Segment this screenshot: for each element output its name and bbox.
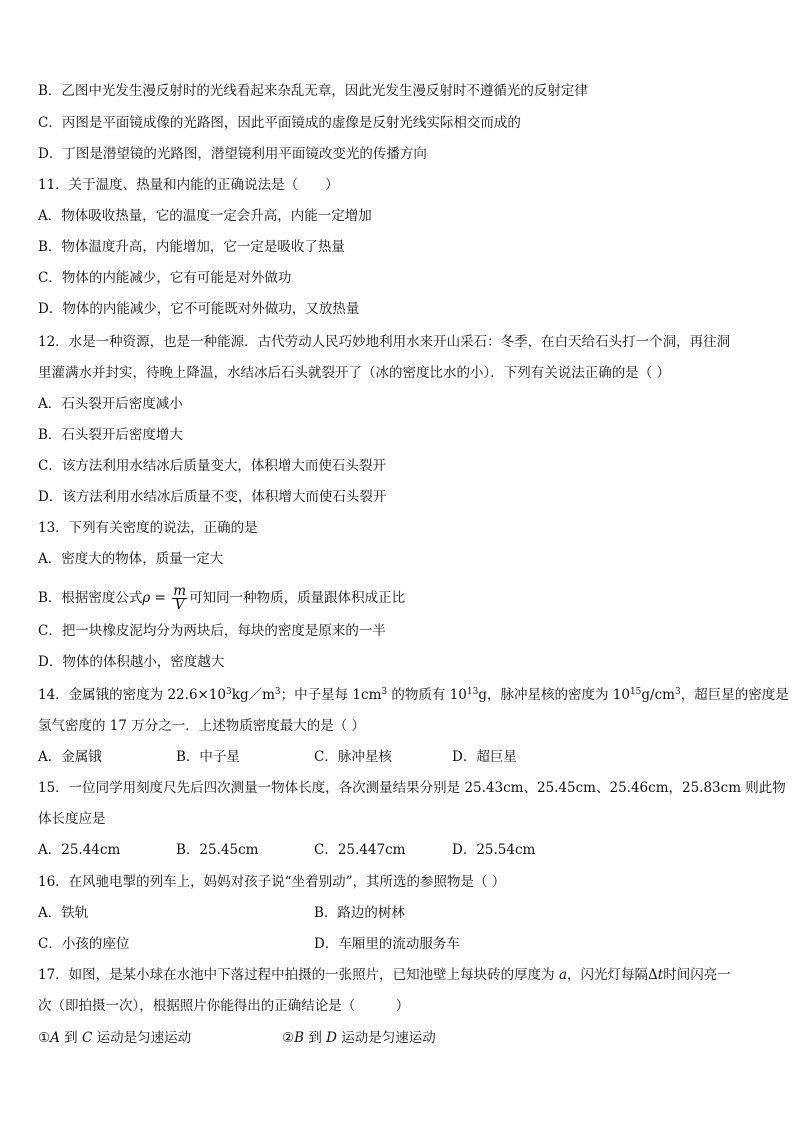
q14-sup-1: 3 <box>226 687 232 697</box>
q17-conclusion-1 <box>38 1029 191 1047</box>
q14-sup-6: 3 <box>674 687 681 697</box>
q14-sup-2: 3 <box>274 687 281 697</box>
fraction-denominator: V <box>174 597 185 613</box>
q12-option-a: A．石头裂开后密度减小 <box>38 396 183 412</box>
q10-option-c: C．丙图是平面镜成像的光路图，因此平面镜成的虚像是反射光线实际相交而成的 <box>38 115 521 131</box>
q14-stem-line1 <box>38 686 789 704</box>
q16-stem: 16．在风驰电掣的列车上，妈妈对孩子说“坐着别动”，其所选的参照物是（ ） <box>38 874 506 890</box>
q14-text-2: kg／m <box>231 687 275 703</box>
density-symbol: ρ <box>142 590 151 606</box>
q17-c2-to: 到 <box>304 1030 327 1046</box>
point-b: B <box>294 1030 305 1046</box>
q14-text-7: ，超巨星的密度是 <box>680 687 789 703</box>
q12-stem-line1: 12．水是一种资源，也是一种能源．古代劳动人民巧妙地利用水来开山采石：冬季，在白天给石头打一个洞，再往洞 <box>38 334 731 350</box>
q13-option-b <box>38 584 405 612</box>
q14-text-6: g/cm <box>641 687 675 703</box>
q13-stem: 13．下列有关密度的说法，正确的是 <box>38 520 258 536</box>
q16-option-b: B．路边的树林 <box>314 905 405 921</box>
q17-stem-line2: 次（即拍摄一次），根据照片你能得出的正确结论是（ ） <box>38 998 410 1014</box>
q14-sup-5: 15 <box>629 687 642 697</box>
q17-text-2: ，闪光灯每隔Δ <box>567 967 658 983</box>
q14-option-c: C．脉冲星核 <box>314 749 392 765</box>
point-a: A <box>50 1030 60 1046</box>
q15-stem-line2: 体长度应是 <box>38 811 106 827</box>
q14-sup-4: 13 <box>466 687 479 697</box>
q14-text-3: ；中子星每 1cm <box>280 687 382 703</box>
q17-c2-text: 运动是匀速运动 <box>336 1030 436 1046</box>
equals-sign: = <box>150 590 171 606</box>
q13-option-c: C．把一块橡皮泥均分为两块后，每块的密度是原来的一半 <box>38 623 386 639</box>
time-symbol: t <box>657 967 664 983</box>
q16-option-a: A．铁轨 <box>38 905 89 921</box>
q12-option-c: C．该方法利用水结冰后质量变大，体积增大而使石头裂开 <box>38 458 386 474</box>
q17-text-3: 时间闪亮一 <box>663 967 731 983</box>
q12-stem-line2: 里灌满水并封实，待晚上降温，水结冰后石头就裂开了（冰的密度比水的小）．下列有关说法正确的是（ ） <box>38 365 671 381</box>
q14-text-1: 14．金属锇的密度为 22.6×10 <box>38 687 227 703</box>
q15-option-c: C．25.447cm <box>314 842 406 858</box>
q14-text-5: g，脉冲星核的密度为 10 <box>478 687 630 703</box>
circled-one: ① <box>38 1030 51 1046</box>
q14-sup-3: 3 <box>381 687 388 697</box>
q15-option-d: D．25.54cm <box>452 842 536 858</box>
q14-text-4: 的物质有 10 <box>387 687 467 703</box>
q14-stem-line2: 氢气密度的 17 万分之一．上述物质密度最大的是（ ） <box>38 718 366 734</box>
q13-option-a: A．密度大的物体，质量一定大 <box>38 551 224 567</box>
q15-option-a: A．25.44cm <box>38 842 121 858</box>
q12-option-d: D．该方法利用水结冰后质量不变，体积增大而使石头裂开 <box>38 489 387 505</box>
q14-option-b: B．中子星 <box>176 749 240 765</box>
q17-c1-to: 到 <box>59 1030 82 1046</box>
q17-text-1: 17．如图，是某小球在水池中下落过程中拍摄的一张照片，已知池壁上每块砖的厚度为 <box>38 967 559 983</box>
q13-option-d: D．物体的体积越小，密度越大 <box>38 654 225 670</box>
q11-option-b: B．物体温度升高，内能增加，它一定是吸收了热量 <box>38 239 345 255</box>
q17-c1-text: 运动是匀速运动 <box>92 1030 192 1046</box>
density-formula-fraction <box>172 585 187 612</box>
q13-option-b-prefix: B．根据密度公式 <box>38 590 143 606</box>
q15-stem-line1: 15．一位同学用刻度尺先后四次测量一物体长度，各次测量结果分别是 25.43cm、25.45cm、25.46cm，25.83cm 则此物 <box>38 780 786 796</box>
circled-two: ② <box>282 1030 295 1046</box>
q10-option-d: D．丁图是潜望镜的光路图，潜望镜利用平面镜改变光的传播方向 <box>38 146 427 162</box>
q11-option-d: D．物体的内能减少，它不可能既对外做功，又放热量 <box>38 301 360 317</box>
q17-conclusion-2 <box>282 1029 436 1047</box>
point-d: D <box>326 1030 337 1046</box>
q14-option-d: D．超巨星 <box>452 749 517 765</box>
q11-option-a: A．物体吸收热量，它的温度一定会升高，内能一定增加 <box>38 208 372 224</box>
fraction-numerator: m <box>173 583 187 599</box>
q14-option-a: A．金属锇 <box>38 749 102 765</box>
brick-thickness-symbol: a <box>558 967 568 983</box>
q16-option-c: C．小孩的座位 <box>38 936 130 952</box>
q15-option-b: B．25.45cm <box>176 842 259 858</box>
q11-stem: 11．关于温度、热量和内能的正确说法是（ ） <box>38 177 339 193</box>
q13-option-b-suffix: 可知同一种物质，质量跟体积成正比 <box>189 590 406 606</box>
q16-option-d: D．车厢里的流动服务车 <box>314 936 460 952</box>
q10-option-b: B．乙图中光发生漫反射时的光线看起来杂乱无章，因此光发生漫反射时不遵循光的反射定律 <box>38 83 588 99</box>
point-c: C <box>81 1030 93 1046</box>
q12-option-b: B．石头裂开后密度增大 <box>38 427 183 443</box>
q11-option-c: C．物体的内能减少，它有可能是对外做功 <box>38 270 292 286</box>
q17-stem-line1 <box>38 966 731 984</box>
